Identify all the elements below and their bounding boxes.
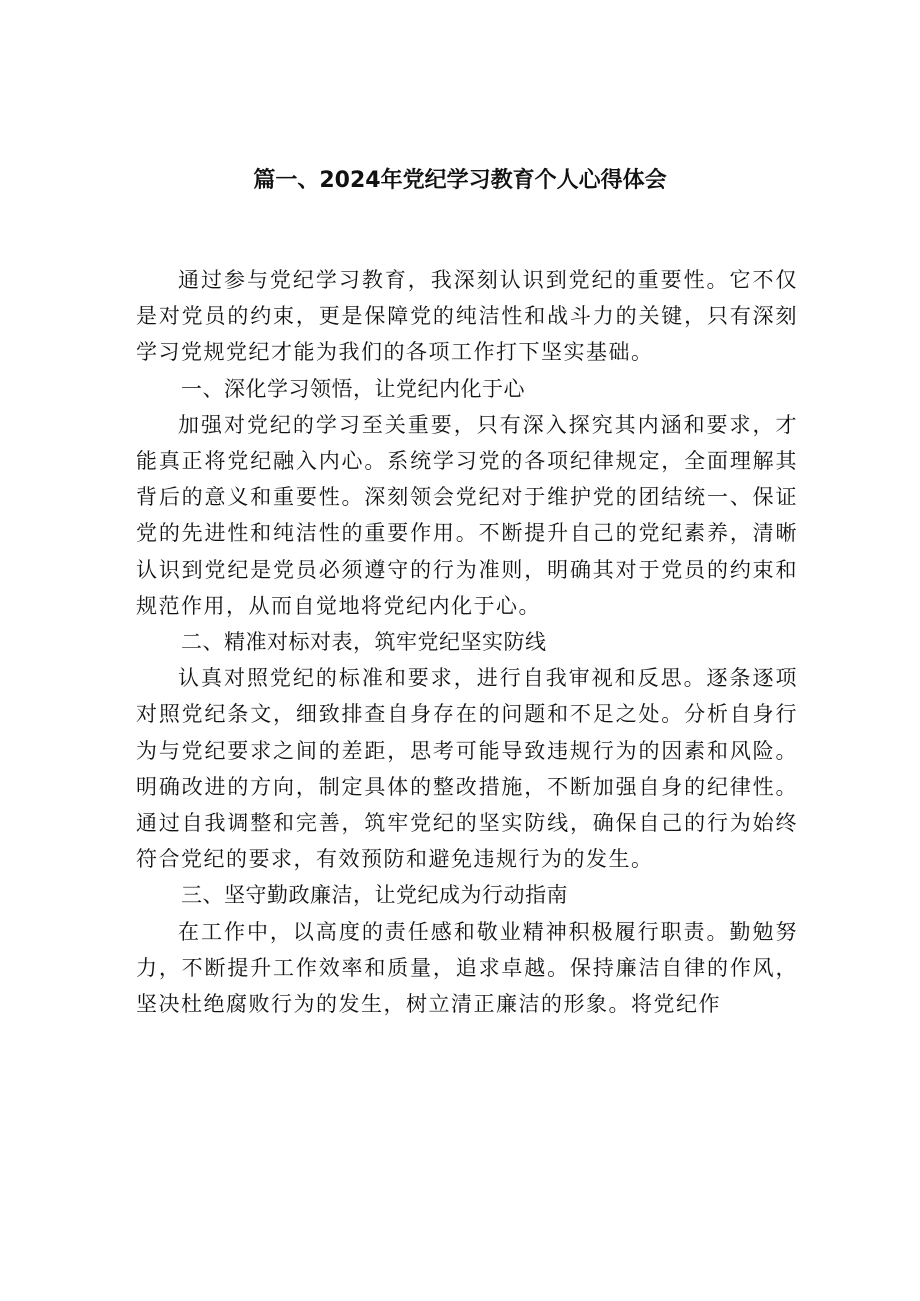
intro-paragraph: 通过参与党纪学习教育，我深刻认识到党纪的重要性。它不仅是对党员的约束，更是保障党的纯洁性和战斗力的关键，只有深刻学习党规党纪才能为我们的各项工作打下坚实基础。 [136,268,798,365]
section-heading-3: 三、坚守勤政廉洁，让党纪成为行动指南 [181,883,568,908]
section-paragraph-1: 加强对党纪的学习至关重要，只有深入探究其内涵和要求，才能真正将党纪融入内心。系统学习党的各项纪律规定，全面理解其背后的意义和重要性。深刻领会党纪对于维护党的团结统一、保证党的先进性和纯洁性的重要作用。不断提升自己的党纪素养，清晰认识到党纪是党员必须遵守的行为准则，明确其对于党员的约束和规范作用，从而自觉地将党纪内化于心。 [136,412,798,618]
section-heading-2: 二、精准对标对表，筑牢党纪坚实防线 [181,630,547,655]
section-paragraph-3: 在工作中，以高度的责任感和敬业精神积极履行职责。勤勉努力，不断提升工作效率和质量，追求卓越。保持廉洁自律的作风，坚决杜绝腐败行为的发生，树立清正廉洁的形象。将党纪作 [136,919,798,1017]
document-title: 篇一、2024年党纪学习教育个人心得体会 [253,168,667,193]
section-heading-1: 一、深化学习领悟，让党纪内化于心 [181,376,525,401]
document-body [136,262,798,1022]
section-paragraph-2: 认真对照党纪的标准和要求，进行自我审视和反思。逐条逐项对照党纪条文，细致排查自身存在的问题和不足之处。分析自身行为与党纪要求之间的差距，思考可能导致违规行为的因素和风险。明确改进的方向，制定具体的整改措施，不断加强自身的纪律性。通过自我调整和完善，筑牢党纪的坚实防线，确保自己的行为始终符合党纪的要求，有效预防和避免违规行为的发生。 [136,666,798,872]
